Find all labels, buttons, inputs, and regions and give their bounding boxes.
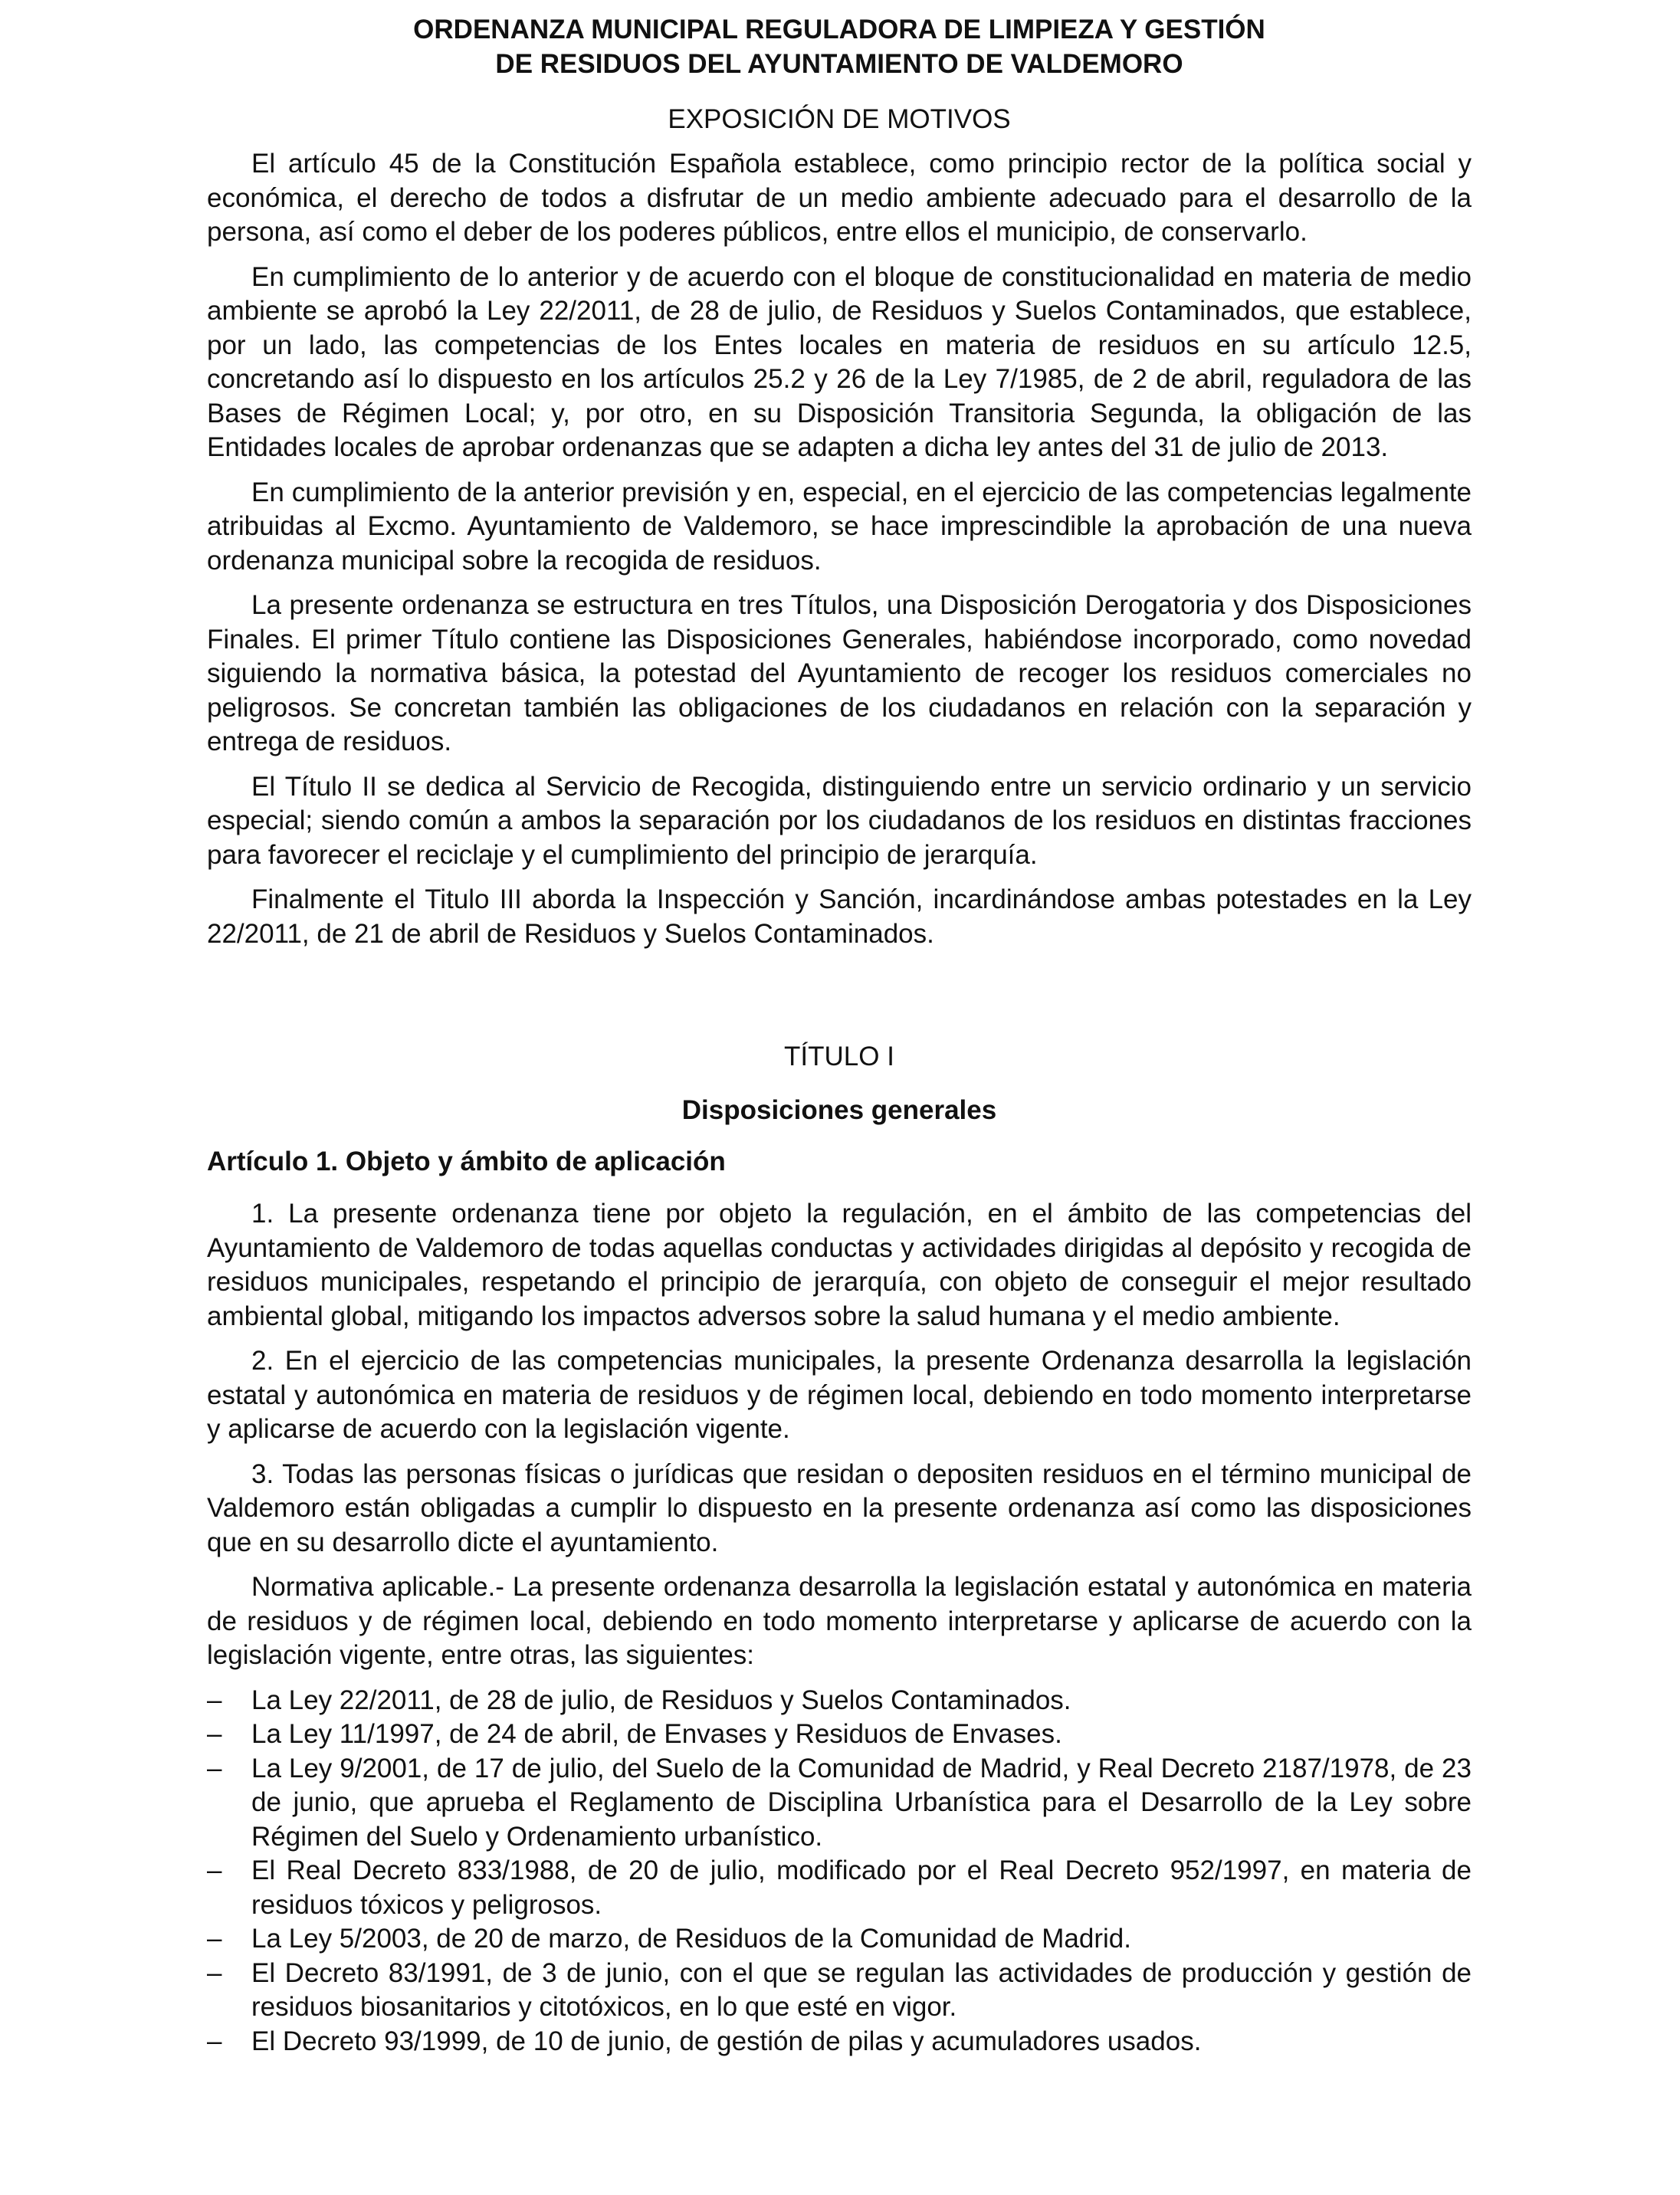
applicable-laws-list xyxy=(207,1684,1472,2059)
list-dash: – xyxy=(207,1719,222,1749)
article-1-body xyxy=(207,1197,1472,2059)
title-line-1: ORDENANZA MUNICIPAL REGULADORA DE LIMPIEZA Y GESTIÓN xyxy=(413,15,1265,44)
exposicion-paragraph: En cumplimiento de la anterior previsión y en, especial, en el ejercicio de las competencias legalmente atribuidas al Excmo. Ayuntamiento de Valdemoro, se hace imprescindible la aprobación de una nueva ordenanza municipal sobre la recogida de residuos. xyxy=(207,477,1472,576)
article-paragraph: 3. Todas las personas físicas o jurídicas que residan o depositen residuos en el término municipal de Valdemoro están obligadas a cumplir lo dispuesto en la presente ordenanza así como las disposiciones que en su desarrollo dicte el ayuntamiento. xyxy=(207,1458,1472,1557)
article-1-heading: Artículo 1. Objeto y ámbito de aplicación xyxy=(207,1147,726,1176)
list-item-text: La Ley 9/2001, de 17 de julio, del Suelo de la Comunidad de Madrid, y Real Decreto 2187/1978, de 23 de junio, que aprueba el Reglamento de Disciplina Urbanística para el Desarrollo de la Ley sobre Régimen del Suelo y Ordenamiento urbanístico. xyxy=(251,1753,1472,1852)
article-paragraph: 1. La presente ordenanza tiene por objeto la regulación, en el ámbito de las competencias del Ayuntamiento de Valdemoro de todas aquellas conductas y actividades dirigidas al depósito y recogida de residuos municipales, respetando el principio de jerarquía, con objeto de conseguir el mejor resultado ambiental global, mitigando los impactos adversos sobre la salud humana y el medio ambiente. xyxy=(207,1199,1472,1331)
document-page xyxy=(207,12,1472,2059)
list-item-text: El Real Decreto 833/1988, de 20 de julio, modificado por el Real Decreto 952/1997, en materia de residuos tóxicos y peligrosos. xyxy=(251,1855,1472,1920)
exposicion-paragraph: La presente ordenanza se estructura en tres Títulos, una Disposición Derogatoria y dos Disposiciones Finales. El primer Título contiene las Disposiciones Generales, habiéndose incorporado, como novedad siguiendo la normativa básica, la potestad del Ayuntamiento de recoger los residuos comerciales no peligrosos. Se concretan también las obligaciones de los ciudadanos en relación con la separación y entrega de residuos. xyxy=(207,590,1472,756)
list-item xyxy=(207,1684,1472,1718)
exposicion-paragraph: El Título II se dedica al Servicio de Recogida, distinguiendo entre un servicio ordinario y un servicio especial; siendo común a ambos la separación por los ciudadanos de los residuos en distintas fracciones para favorecer el reciclaje y el cumplimiento del principio de jerarquía. xyxy=(207,771,1472,870)
normativa-paragraph: Normativa aplicable.- La presente ordenanza desarrolla la legislación estatal y autonómica en materia de residuos y de régimen local, debiendo en todo momento interpretarse y aplicarse de acuerdo con la legislación vigente, entre otras, las siguientes: xyxy=(207,1572,1472,1670)
list-item xyxy=(207,1854,1472,1922)
list-item xyxy=(207,1718,1472,1752)
titulo-subheading: Disposiciones generales xyxy=(681,1095,997,1125)
exposicion-paragraph: Finalmente el Titulo III aborda la Inspección y Sanción, incardinándose ambas potestades en la Ley 22/2011, de 21 de abril de Residuos y Suelos Contaminados. xyxy=(207,884,1472,949)
exposicion-paragraph: El artículo 45 de la Constitución Española establece, como principio rector de la política social y económica, el derecho de todos a disfrutar de un medio ambiente adecuado para el desarrollo de la persona, así como el deber de los poderes públicos, entre ellos el municipio, de conservarlo. xyxy=(207,149,1472,247)
list-item xyxy=(207,1957,1472,2025)
list-dash: – xyxy=(207,1855,222,1885)
list-dash: – xyxy=(207,1685,222,1715)
list-item-text: La Ley 5/2003, de 20 de marzo, de Residuos de la Comunidad de Madrid. xyxy=(251,1924,1131,1954)
exposicion-section xyxy=(207,147,1472,951)
titulo-heading: TÍTULO I xyxy=(784,1042,894,1071)
list-item-text: El Decreto 83/1991, de 3 de junio, con el que se regulan las actividades de producción y gestión de residuos biosanitarios y citotóxicos, en lo que esté en vigor. xyxy=(251,1957,1472,2022)
list-item-text: La Ley 22/2011, de 28 de julio, de Residuos y Suelos Contaminados. xyxy=(251,1685,1071,1715)
list-item xyxy=(207,2025,1472,2059)
title-line-2: DE RESIDUOS DEL AYUNTAMIENTO DE VALDEMORO xyxy=(495,49,1183,79)
list-dash: – xyxy=(207,1924,222,1954)
exposicion-paragraph: En cumplimiento de lo anterior y de acuerdo con el bloque de constitucionalidad en materia de medio ambiente se aprobó la Ley 22/2011, de 28 de julio, de Residuos y Suelos Contaminados, que establece, por un lado, las competencias de los Entes locales en materia de residuos en su artículo 12.5, concretando así lo dispuesto en los artículos 25.2 y 26 de la Ley 7/1985, de 2 de abril, reguladora de las Bases de Régimen Local; y, por otro, en su Disposición Transitoria Segunda, la obligación de las Entidades locales de aprobar ordenanzas que se adapten a dicha ley antes del 31 de julio de 2013. xyxy=(207,261,1472,462)
list-item xyxy=(207,1922,1472,1957)
list-item-text: La Ley 11/1997, de 24 de abril, de Envases y Residuos de Envases. xyxy=(251,1719,1062,1749)
list-dash: – xyxy=(207,1957,222,1988)
article-paragraph: 2. En el ejercicio de las competencias municipales, la presente Ordenanza desarrolla la legislación estatal y autonómica en materia de residuos y de régimen local, debiendo en todo momento interpretarse y aplicarse de acuerdo con la legislación vigente. xyxy=(207,1346,1472,1444)
document-title xyxy=(207,12,1472,81)
list-item-text: El Decreto 93/1999, de 10 de junio, de gestión de pilas y acumuladores usados. xyxy=(251,2026,1202,2056)
list-dash: – xyxy=(207,1753,222,1783)
list-dash: – xyxy=(207,2026,222,2056)
exposicion-heading: EXPOSICIÓN DE MOTIVOS xyxy=(668,104,1011,134)
list-item xyxy=(207,1752,1472,1855)
